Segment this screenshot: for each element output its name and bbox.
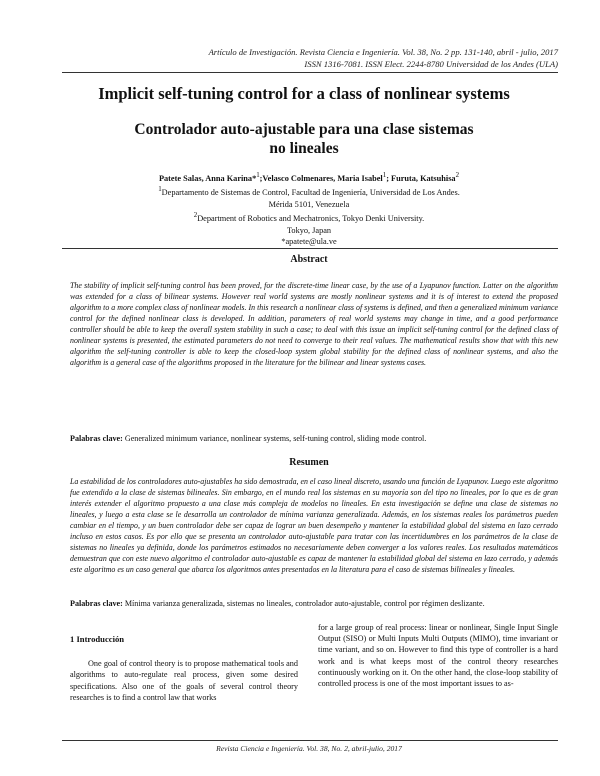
author-name-2: ;Velasco Colmenares, Maria Isabel (259, 173, 383, 183)
affiliation-1 (60, 184, 558, 198)
journal-footer: Revista Ciencia e Ingeniería. Vol. 38, No. 2, abril-julio, 2017 (216, 744, 402, 753)
keywords-english-label: Palabras clave: (70, 434, 123, 443)
resumen-heading: Resumen (289, 457, 329, 468)
abstract-text: The stability of implicit self-tuning control has been proved, for the discrete-time linear case, by the use of a Lyapunov function. Latter on the algorithm was extended for a class of bilinear systems. However real world systems are mostly nonlinear systems and it is of interest to extend the proposed algorithm to a more complex class of nonlinear models. In this research a nonlinear class of systems is defined, and then a generalized minimum variance control for the defined nonlinear class is developed. In addition, parameters of real world systems may change in time, and a good performance controller should be able to keep the overall system stability in such a case; to deal with this issue an implicit self-tuning control for the defined class of nonlinear systems is presented, the estimated parameters do not need to converge to their real values. The mathematical results show that with this new algorithm the self-tuning controller is able to keep the closed-loop system global stability for the defined class of nonlinear systems, and also the algorithm is a general case of the algorithms proposed in the literature for the bilinear and linear systems cases. (70, 281, 558, 367)
author-sup-3: 2 (455, 172, 460, 179)
affiliation-2-city: Tokyo, Japan (286, 225, 332, 235)
affiliation-1-text: Departamento de Sistemas de Control, Facultad de Ingeniería, Universidad de Los Andes. (161, 188, 460, 198)
journal-header (60, 46, 558, 70)
affiliation-2-sup: 2 (193, 212, 198, 220)
title-spanish (50, 120, 558, 158)
intro-left-column (70, 634, 298, 703)
intro-right-paragraph: for a large group of real process: linear or nonlinear, Single Input Single Output (SISO) or Multi Inputs Multi Outputs (MIMO), time invariant or time variant, and so on. However to find this type of controller is a hard work and is what keeps most of the control theory researches continuously working on it. On the other hand, the close-loop stability of controlled process is one of the most important issues to as- (318, 623, 558, 689)
authors-block (60, 170, 558, 248)
affiliation-2-text: Department of Robotics and Mechatronics, Tokyo Denki University. (197, 214, 425, 224)
journal-header-line1: Artículo de Investigación. Revista Ciencia e Ingeniería. Vol. 38, No. 2 pp. 131-140, abril - julio, 2017 (208, 47, 558, 57)
intro-heading: 1 Introducción (70, 634, 125, 644)
abstract-heading: Abstract (290, 254, 328, 265)
intro-left-paragraph: One goal of control theory is to propose mathematical tools and algorithms to auto-regulate real process, given some desired specifications. Also one of the goals of several control theory researches is to find a control law that works (70, 659, 298, 702)
keywords-spanish (70, 598, 558, 609)
footer-rule (62, 740, 558, 741)
author-name-1: Patete Salas, Anna Karina* (158, 173, 257, 183)
header-rule (62, 72, 558, 73)
affiliation-1-city: Mérida 5101, Venezuela (268, 199, 350, 209)
keywords-spanish-text: Mínima varianza generalizada, sistemas no lineales, controlador auto-ajustable, control por régimen deslizante. (122, 599, 485, 608)
affiliation-1-sup: 1 (158, 186, 162, 194)
author-email: *apatete@ula.ve (281, 237, 337, 247)
title-spanish-line2: no lineales (269, 140, 339, 157)
journal-header-line2: ISSN 1316-7081. ISSN Elect. 2244-8780 Universidad de los Andes (ULA) (304, 59, 558, 69)
author-name-3: ; Furuta, Katsuhisa (386, 173, 456, 183)
author-names (60, 170, 558, 184)
title-english: Implicit self-tuning control for a class of nonlinear systems (98, 84, 510, 103)
author-sup-1: 1 (256, 172, 260, 179)
affiliation-2 (60, 210, 558, 224)
keywords-english (70, 433, 558, 444)
author-sup-2: 1 (382, 172, 387, 179)
abstract-top-rule (62, 248, 558, 249)
resumen-text: La estabilidad de los controladores auto-ajustables ha sido demostrada, en el caso lineal discreto, usando una función de Lyapunov. Luego este algoritmo fue extendido a la clase de sistemas bilineales. Sin embargo, en el mundo real los sistemas en su mayoría son del tipo no lineales, por lo que es de gran interés extender el algoritmo propuesto a una clase más compleja de modelos no lineales. En esta investigación se define una clase de sistemas no lineales, y luego a esta clase se le desarrolla un controlador de mínima varianza generalizada. Además, en los sistemas reales los parámetros pueden cambiar en el tiempo, y un buen controlador debe ser capaz de lograr un buen desempeño y mantener la estabilidad global del sistema en lazo cerrado incluso en estos casos. Es por ello que se presenta un controlador auto-ajustable para tratar con las incertidumbres en los parámetros de la clase de sistemas no lineales ya definida, donde los parámetros estimados no necesariamente deben converger a los valores reales. Los resultados matemáticos demuestran que con este nuevo algoritmo el controlador auto-ajustable es capaz de mantener la estabilidad global del sistema en lazo cerrado, y además este algoritmo es un caso general que abarca los algoritmos antes presentados en la literatura para el caso de sistemas bilineales y lineales. (70, 477, 558, 574)
keywords-english-text: Generalized minimum variance, nonlinear systems, self-tuning control, sliding mode control. (122, 434, 427, 443)
keywords-spanish-label: Palabras clave: (70, 599, 123, 608)
intro-right-column (318, 622, 558, 689)
title-spanish-line1: Controlador auto-ajustable para una clase sistemas (134, 121, 474, 138)
